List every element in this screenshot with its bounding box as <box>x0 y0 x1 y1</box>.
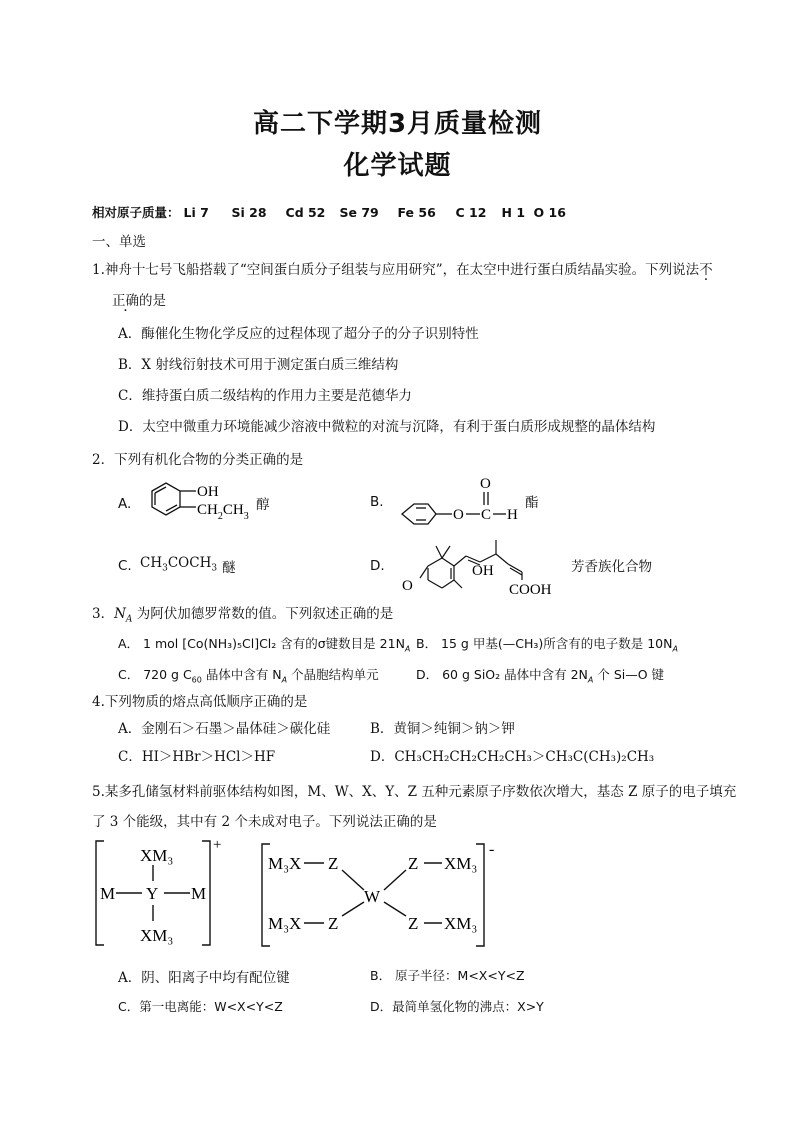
cation-left: M <box>100 884 116 903</box>
q4-option-c: C．HI＞HBr＞HCl＞HF <box>118 749 276 765</box>
anion-z-tr: Z <box>408 854 419 873</box>
atomic-mass-fe: Fe 56 <box>397 205 436 220</box>
q3-option-b <box>416 634 678 654</box>
q3-option-c-sub: 60 <box>191 675 202 685</box>
q3-option-b-sub: A <box>672 644 678 654</box>
q2-option-c-letter: C. <box>118 558 132 574</box>
q5-cation-structure <box>92 835 232 950</box>
q3-option-c <box>118 665 379 685</box>
atomic-mass-h: H 1 <box>501 205 526 220</box>
q3-num: 3． <box>92 606 115 622</box>
q2c-part-a: CH <box>140 555 163 571</box>
cation-top: XM₃ <box>140 846 174 865</box>
q2c-sub-a: 3 <box>162 563 168 574</box>
abscisic-acid-skeleton <box>420 540 522 588</box>
cation-right: M <box>191 884 207 903</box>
page-subtitle: 化学试题 <box>343 151 452 181</box>
cation-bottom: XM₃ <box>140 926 174 945</box>
q2-option-b-class: 酯 <box>525 495 539 511</box>
q2-option-d-letter: D. <box>370 558 385 574</box>
benzene-ring-a <box>152 483 196 515</box>
page-title: 高二下学期3月质量检测 <box>252 109 543 139</box>
q3-option-c-post: 晶体中含有 N <box>201 667 282 682</box>
q3-stem-rest: 为阿伏加德罗常数的值。下列叙述正确的是 <box>132 606 394 622</box>
q3-option-a-sub: A <box>404 644 411 654</box>
q1-option-c: C．维持蛋白质二级结构的作用力主要是范德华力 <box>118 388 412 404</box>
anion-bottom-left: M₃X <box>268 914 302 933</box>
atomic-mass-si: Si 28 <box>231 205 267 220</box>
q2-option-a-class: 醇 <box>256 497 270 513</box>
q3-option-d <box>416 665 664 685</box>
q2a-oh: OH <box>197 484 219 500</box>
q1-stem-line1 <box>92 258 713 278</box>
atomic-mass-label: 相对原子质量： <box>92 205 180 220</box>
q1-stem-line2 <box>112 289 166 309</box>
atomic-mass-o: O 16 <box>533 205 566 220</box>
q3-stem <box>92 602 393 625</box>
q1-stem-end: 的是 <box>139 293 166 309</box>
q1-option-b: B．X 射线衍射技术可用于测定蛋白质三维结构 <box>118 357 399 373</box>
q1-stem-emph-correct: 正确 <box>112 293 139 309</box>
section-heading: 一、单选 <box>92 234 146 250</box>
q3-option-a-text: A． 1 mol [Co(NH₃)₅Cl]Cl₂ 含有的σ键数目是 21N <box>118 636 405 651</box>
q5-stem-line2: 了 3 个能级，其中有 2 个未成对电子。下列说法正确的是 <box>92 814 437 830</box>
q5-stem-line1: 5.某多孔储氢材料前驱体结构如图，M、W、X、Y、Z 五种元素原子序数依次增大，基态 Z 原子的电子填充 <box>92 784 737 800</box>
q2-option-c-class: 醚 <box>222 560 236 576</box>
anion-z-tl: Z <box>328 854 339 873</box>
q2b-o-ester: O <box>453 507 464 523</box>
q3-option-b-text: B． 15 g 甲基(—CH₃)所含有的电子数是 10N <box>416 636 673 651</box>
q5-option-c: C．第一电离能：W<X<Y<Z <box>118 999 283 1014</box>
q4-option-d: D．CH₃CH₂CH₂CH₂CH₃＞CH₃C(CH₃)₂CH₃ <box>370 749 655 765</box>
q5-anion-structure <box>258 840 508 950</box>
q2-option-a-structure <box>140 475 300 535</box>
q3-option-c-sub2: A <box>281 675 288 685</box>
q2c-part-b: COCH <box>167 555 212 571</box>
q3-option-d-sub: A <box>587 675 594 685</box>
q2-option-a-letter: A. <box>118 496 132 512</box>
q2-option-b-structure <box>396 472 546 532</box>
q2a-chain: $CH_2CH_3$ <box>197 502 249 522</box>
q4-stem: 4.下列物质的熔点高低顺序正确的是 <box>92 694 308 710</box>
q3-option-c-end: 个晶胞结构单元 <box>287 667 379 682</box>
q2-option-c-formula <box>140 555 217 574</box>
q5-option-a: A．阴、阳离子中均有配位键 <box>118 970 290 986</box>
q4-option-b: B．黄铜＞纯铜＞钠＞钾 <box>370 721 515 737</box>
q4-option-a: A．金刚石＞石墨＞晶体硅＞碳化硅 <box>118 721 331 737</box>
q2-option-d-structure <box>396 530 576 596</box>
q3-option-d-pre: D． 60 g SiO₂ 晶体中含有 2N <box>416 667 588 682</box>
q3-option-a <box>118 634 410 654</box>
anion-z-bl: Z <box>328 914 339 933</box>
q2b-h: H <box>507 507 518 523</box>
anion-z-br: Z <box>408 914 419 933</box>
q2c-sub-b: 3 <box>211 563 218 574</box>
q2b-c: C <box>481 507 492 523</box>
atomic-mass-se: Se 79 <box>339 205 379 220</box>
q2-option-b-letter: B. <box>370 494 384 510</box>
q2d-ketone-o: O <box>402 578 413 594</box>
q5-option-d: D．最简单氢化物的沸点：X>Y <box>370 999 544 1014</box>
q3-na-sub: A <box>125 614 133 625</box>
atomic-mass-cd: Cd 52 <box>285 205 326 220</box>
q1-stem-text: 1.神舟十七号飞船搭载了“空间蛋白质分子组装与应用研究”，在太空中进行蛋白质结晶实验。下列说法 <box>92 262 700 278</box>
anion-center-w: W <box>364 887 381 906</box>
q3-option-c-pre: C． 720 g C <box>118 667 192 682</box>
q1-option-d: D．太空中微重力环境能减少溶液中微粒的对流与沉降，有利于蛋白质形成规整的晶体结构 <box>118 419 656 435</box>
q3-option-d-end: 个 Si—O 键 <box>593 667 665 682</box>
anion-charge: - <box>489 841 495 858</box>
q2d-cooh: COOH <box>509 582 552 596</box>
q2-option-d-class: 芳香族化合物 <box>571 559 652 575</box>
q2b-o-carbonyl: O <box>480 476 491 492</box>
cation-center: Y <box>146 884 159 903</box>
anion-top-right: XM₃ <box>444 854 478 873</box>
cation-charge: + <box>213 837 222 853</box>
atomic-mass-c: C 12 <box>455 205 487 220</box>
q2-stem: 2．下列有机化合物的分类正确的是 <box>92 452 304 468</box>
atomic-mass-li: Li 7 <box>183 205 209 220</box>
q1-stem-emph-not: 不 <box>699 262 713 278</box>
q5-option-b: B． 原子半径：M<X<Y<Z <box>370 968 525 983</box>
q1-option-a: A．酶催化生物化学反应的过程体现了超分子的分子识别特性 <box>118 326 479 342</box>
q2d-oh: OH <box>472 563 494 579</box>
q3-na: N <box>114 606 126 622</box>
anion-bottom-right: XM₃ <box>444 914 478 933</box>
atomic-mass-line <box>92 203 566 221</box>
anion-top-left: M₃X <box>268 854 302 873</box>
